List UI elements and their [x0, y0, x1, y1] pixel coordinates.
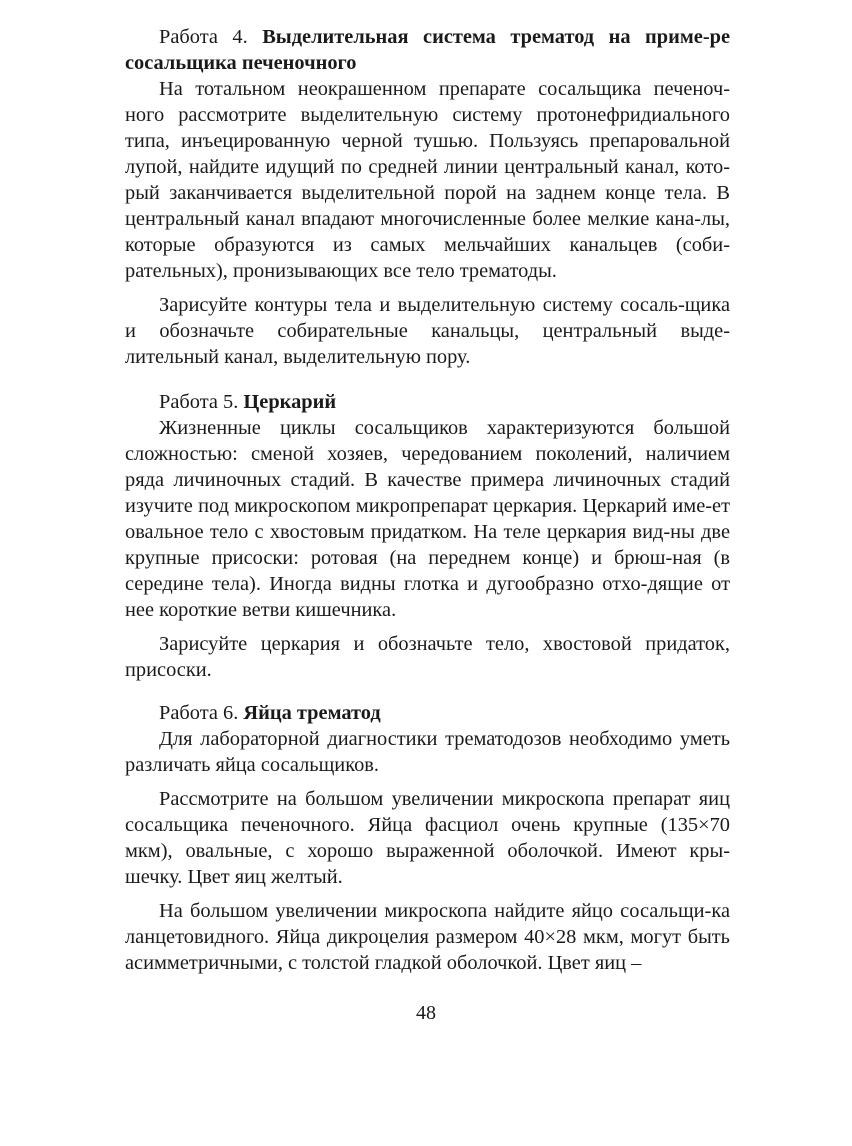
work-4-heading	[125, 24, 730, 76]
work-6-title: Яйца трематод	[243, 702, 381, 724]
work-5-title: Церкарий	[243, 391, 337, 413]
work-4-paragraph-1: На тотальном неокрашенном препарате сосальщика печеноч-ного рассмотрите выделительную систему протонефридиального типа, инъецированную черной тушью. Пользуясь препаровальной лупой, найдите идущий по средней линии центральный канал, кото-рый заканчивается выделительной порой на заднем конце тела. В центральный канал впадают многочисленные более мелкие кана-лы, которые образуются из самых мельчайших канальцев (соби-рательных), пронизывающих все тело трематоды.	[125, 78, 730, 282]
work-5-paragraph-1: Жизненные циклы сосальщиков характеризуются большой сложностью: сменой хозяев, чередованием поколений, наличием ряда личиночных стадий. В качестве примера личиночных стадий изучите под микроскопом микропрепарат церкария. Церкарий име-ет овальное тело с хвостовым придатком. На теле церкария вид-ны две крупные присоски: ротовая (на переднем конце) и брюш-ная (в середине тела). Иногда видны глотка и дугообразно отхо-дящие от нее короткие ветви кишечника.	[125, 417, 730, 621]
work-5-paragraph-2: Зарисуйте церкария и обозначьте тело, хвостовой придаток, присоски.	[125, 633, 730, 681]
work-4-title: Выделительная система трематод на приме-ре сосальщика печеночного	[125, 26, 730, 74]
work-6-paragraph-2: Рассмотрите на большом увеличении микроскопа препарат яиц сосальщика печеночного. Яйца фасциол очень крупные (135×70 мкм), овальные, с хорошо выраженной оболочкой. Имеют кры-шечку. Цвет яиц желтый.	[125, 788, 730, 888]
work-5-heading	[125, 389, 730, 415]
work-5-section	[125, 389, 730, 683]
work-6-paragraph-3: На большом увеличении микроскопа найдите яйцо сосальщи-ка ланцетовидного. Яйца дикроцелия размером 40×28 мкм, могут быть асимметричными, с толстой гладкой оболочкой. Цвет яиц –	[125, 900, 730, 974]
work-4-section	[125, 24, 730, 370]
work-6-heading	[125, 700, 730, 726]
work-6-paragraph-1: Для лабораторной диагностики трематодозов необходимо уметь различать яйца сосальщиков.	[125, 728, 730, 776]
page-number: 48	[416, 1002, 436, 1024]
work-6-number: Работа 6.	[159, 702, 239, 724]
work-5-number: Работа 5.	[159, 391, 239, 413]
work-4-paragraph-2: Зарисуйте контуры тела и выделительную систему сосаль-щика и обозначьте собирательные канальцы, центральный выде-лительный канал, выделительную пору.	[125, 294, 730, 368]
work-6-section	[125, 700, 730, 976]
work-4-number: Работа 4.	[159, 26, 248, 48]
